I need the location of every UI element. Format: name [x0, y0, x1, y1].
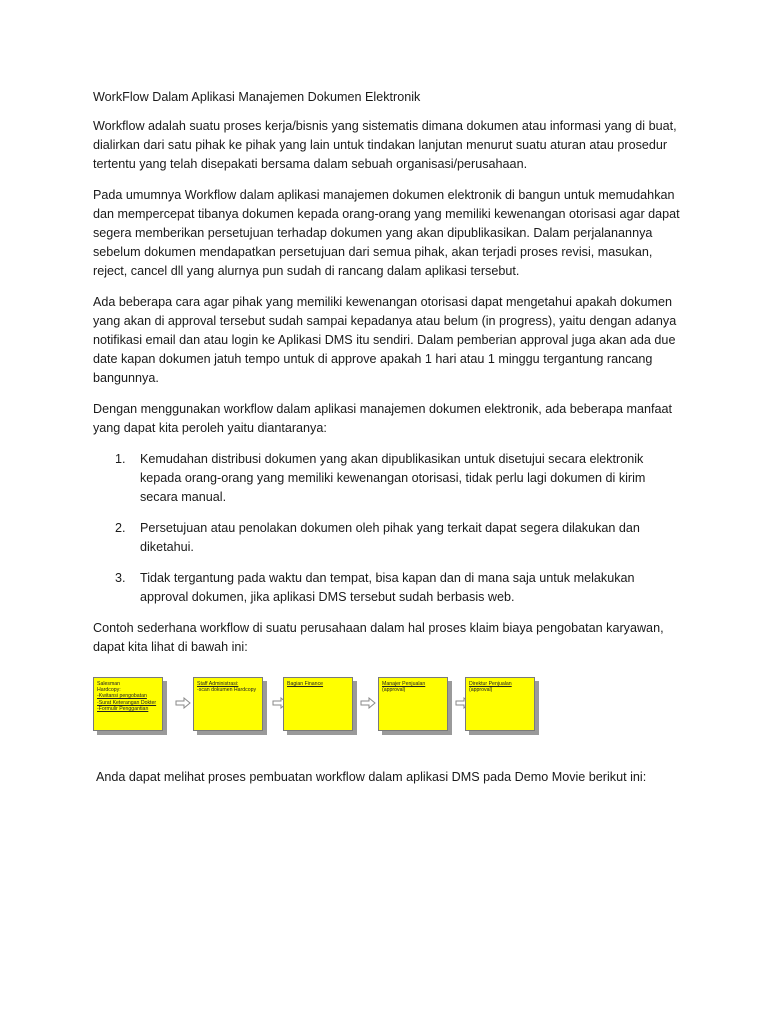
list-item-number: 3. [115, 571, 126, 585]
flow-step-line: -scan dokumen Hardcopy [197, 687, 257, 694]
list-item [93, 569, 683, 607]
flow-step-line: -Formulir Penggantian [97, 705, 149, 712]
benefits-list [93, 450, 683, 607]
flow-step-label: Staff Administrasi: [197, 681, 239, 687]
flow-step-staff-administrasi [193, 677, 263, 731]
flow-step-label: Direktur Penjualan [469, 681, 512, 687]
flow-step-line: (approval) [382, 687, 406, 694]
list-item-text: Tidak tergantung pada waktu dan tempat, bisa kapan dan di mana saja untuk melakukan approval dokumen, jika aplikasi DMS tersebut sudah berbasis web. [140, 571, 635, 604]
list-item [93, 450, 683, 507]
document-body [93, 88, 683, 739]
list-item-text: Kemudahan distribusi dokumen yang akan dipublikasikan untuk disetujui secara elektronik kepada orang-orang yang memiliki kewenangan otorisasi, tidak perlu lagi dokumen di kirim secara manual. [140, 452, 646, 504]
arrow-right-icon [360, 697, 376, 709]
flow-step-line: (approval) [469, 687, 493, 694]
list-item [93, 519, 683, 557]
flow-step-line: -Surat Keterangan Dokter [97, 699, 157, 706]
list-item-number: 1. [115, 452, 126, 466]
paragraph-benefits-intro: Dengan menggunakan workflow dalam aplikasi manajemen dokumen elektronik, ada beberapa manfaat yang dapat kita peroleh yaitu diantaranya: [93, 402, 672, 435]
arrow-right-icon [175, 697, 191, 709]
flow-step-bagian-finance [283, 677, 353, 731]
paragraph-closing: Anda dapat melihat proses pembuatan workflow dalam aplikasi DMS pada Demo Movie berikut ini: [96, 769, 647, 784]
flow-step-line: Hardcopy: [97, 687, 121, 694]
flow-step-label: Bagian Finance [287, 681, 324, 687]
flow-step-salesman [93, 677, 163, 731]
list-item-number: 2. [115, 521, 126, 535]
paragraph-purpose: Pada umumnya Workflow dalam aplikasi manajemen dokumen elektronik di bangun untuk memudahkan dan mempercepat tibanya dokumen kepada orang-orang yang memiliki kewenangan otorisasi agar dapat segera memberikan persetujuan terhadap dokumen yang akan dipublikasikan. Dalam perjalanannya sebelum dokumen mendapatkan persetujuan dari semua pihak, akan terjadi proses revisi, masukan, reject, cancel dll yang alurnya pun sudah di rancang dalam aplikasi tersebut. [93, 188, 680, 278]
flow-step-label: Salesman [97, 681, 121, 687]
list-item-text: Persetujuan atau penolakan dokumen oleh pihak yang terkait dapat segera dilakukan dan diketahui. [140, 521, 640, 554]
flow-step-direktur-penjualan [465, 677, 535, 731]
paragraph-example-intro: Contoh sederhana workflow di suatu perusahaan dalam hal proses klaim biaya pengobatan karyawan, dapat kita lihat di bawah ini: [93, 621, 664, 654]
paragraph-definition: Workflow adalah suatu proses kerja/bisnis yang sistematis dimana dokumen atau informasi yang di buat, dialirkan dari satu pihak ke pihak yang lain untuk tindakan lanjutan menurut suatu aturan atau prosedur tertentu yang telah disepakati bersama dalam sebuah organisasi/perusahaan. [93, 119, 677, 171]
paragraph-notification: Ada beberapa cara agar pihak yang memiliki kewenangan otorisasi dapat mengetahui apakah dokumen yang akan di approval tersebut sudah sampai kepadanya atau belum (in progress), yaitu dengan adanya notifikasi email dan atau login ke Aplikasi DMS itu sendiri. Dalam pemberian approval juga akan ada due date kapan dokumen jatuh tempo untuk di approve apakah 1 hari atau 1 minggu tergantung rancang bangunnya. [93, 295, 677, 385]
workflow-diagram [93, 671, 553, 739]
document-title: WorkFlow Dalam Aplikasi Manajemen Dokumen Elektronik [93, 90, 421, 104]
flow-step-label: Manajer Penjualan [382, 681, 426, 687]
flow-step-line: -Kwitansi pengobatan [97, 693, 147, 700]
flow-step-manajer-penjualan [378, 677, 448, 731]
